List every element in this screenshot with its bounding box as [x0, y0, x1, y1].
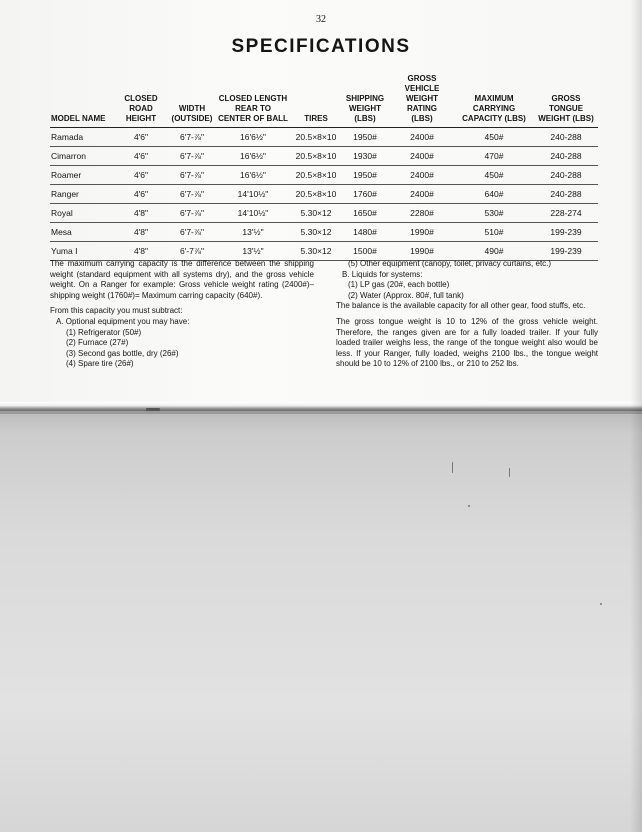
liquids-heading: B. Liquids for systems:: [342, 269, 423, 279]
other-equipment-item: (5) Other equipment (canopy, toilet, privacy curtains, etc.): [348, 259, 552, 268]
table-body: [50, 128, 598, 261]
column-header-line: CLOSED LENGTH: [218, 94, 288, 103]
table-cell: 20.5×8×10: [292, 128, 340, 147]
column-header-line: MAXIMUM CARRYING: [472, 94, 516, 113]
table-row: [50, 185, 598, 204]
table-cell: 20.5×8×10: [292, 166, 340, 185]
table-cell: 228-274: [534, 204, 598, 223]
table-cell: 1650#: [340, 204, 390, 223]
table-cell: 14'10½": [214, 185, 292, 204]
column-header: [390, 74, 454, 128]
column-header: [214, 74, 292, 128]
table-row: [50, 204, 598, 223]
table-cell: 2400#: [390, 147, 454, 166]
table-cell: 4'6": [112, 128, 170, 147]
table-cell: 1760#: [340, 185, 390, 204]
column-header-line: WEIGHT RATING: [406, 94, 438, 113]
table-cell: 5.30×12: [292, 204, 340, 223]
model-name-cell: Ramada: [50, 128, 112, 147]
column-header: [170, 74, 214, 128]
table-cell: 240-288: [534, 128, 598, 147]
column-header-line: (OUTSIDE): [171, 114, 213, 123]
column-header-line: GROSS TONGUE: [548, 94, 584, 113]
table-cell: 20.5×8×10: [292, 147, 340, 166]
table-row: [50, 166, 598, 185]
table-cell: 1500#: [340, 242, 390, 261]
table-cell: 6'7-⅞": [170, 223, 214, 242]
table-cell: 6'7-⅞": [170, 166, 214, 185]
table-cell: 6'7-⅞": [170, 185, 214, 204]
table-row: [50, 147, 598, 166]
table-cell: 4'8": [112, 204, 170, 223]
table-header-row: [50, 74, 598, 128]
column-header-line: CENTER OF BALL: [218, 114, 288, 123]
page-number: 32: [316, 14, 326, 25]
subtract-heading: From this capacity you must subtract:: [50, 306, 183, 316]
table-cell: 13'½": [214, 223, 292, 242]
model-name-cell: Ranger: [50, 185, 112, 204]
column-header-line: HEIGHT: [125, 114, 157, 123]
list-item: (3) Second gas bottle, dry (26#): [66, 348, 179, 358]
table-cell: 2280#: [390, 204, 454, 223]
column-header: [112, 74, 170, 128]
left-text-column: [50, 259, 314, 370]
table-cell: 240-288: [534, 185, 598, 204]
list-item: (1) Refrigerator (50#): [66, 327, 142, 337]
list-item: (2) Furnace (27#): [66, 338, 129, 348]
table-cell: 16'6½": [214, 147, 292, 166]
model-name-cell: Mesa: [50, 223, 112, 242]
scan-speck: [600, 603, 602, 605]
column-header-line: REAR TO: [235, 104, 271, 113]
table-cell: 1930#: [340, 147, 390, 166]
table-cell: 450#: [454, 166, 534, 185]
table-row: [50, 242, 598, 261]
table-cell: 4'6": [112, 166, 170, 185]
column-header-line: WIDTH: [178, 104, 206, 113]
scan-speck: [146, 408, 160, 411]
column-header-line: MODEL NAME: [51, 114, 106, 123]
table-cell: 13'½": [214, 242, 292, 261]
column-header-line: GROSS VEHICLE: [404, 74, 440, 93]
column-header: [340, 74, 390, 128]
table-cell: 640#: [454, 185, 534, 204]
table-cell: 450#: [454, 128, 534, 147]
column-header: [534, 74, 598, 128]
table-cell: 240-288: [534, 166, 598, 185]
table-cell: 4'6": [112, 185, 170, 204]
table-cell: 1990#: [390, 242, 454, 261]
table-cell: 1480#: [340, 223, 390, 242]
table-cell: 1950#: [340, 128, 390, 147]
scan-speck: [468, 505, 470, 507]
scan-speck: [452, 462, 453, 473]
table-cell: 6'-7⅞": [170, 242, 214, 261]
table-cell: 240-288: [534, 147, 598, 166]
column-header-line: WEIGHT (LBS): [349, 104, 381, 123]
column-header-line: WEIGHT (LBS): [538, 114, 594, 123]
table-row: [50, 128, 598, 147]
column-header-line: CLOSED ROAD: [124, 94, 158, 113]
table-cell: 4'6": [112, 147, 170, 166]
table-cell: 20.5×8×10: [292, 185, 340, 204]
model-name-cell: Cimarron: [50, 147, 112, 166]
table-cell: 6'7-⅞": [170, 204, 214, 223]
table-cell: 199-239: [534, 242, 598, 261]
table-cell: 16'6½": [214, 166, 292, 185]
table-cell: 530#: [454, 204, 534, 223]
page-fold-edge: [0, 411, 642, 414]
model-name-cell: Roamer: [50, 166, 112, 185]
table-cell: 510#: [454, 223, 534, 242]
tongue-weight-paragraph: The gross tongue weight is 10 to 12% of the gross vehicle weight. Therefore, the ranges given are for a fully loaded trailer. If your fully loaded trailer weighs less, the range of the tongue weight also would be less. If your Ranger, fully loaded, weighs 2100 lbs., the tongue weight should be 10 to 12% of 2100 lbs., or 210 to 252 lbs.: [336, 316, 598, 369]
table-cell: 4'8": [112, 242, 170, 261]
table-cell: 6'7-⅞": [170, 128, 214, 147]
blank-page-area: [0, 408, 642, 832]
table-cell: 14'10½": [214, 204, 292, 223]
model-name-cell: Royal: [50, 204, 112, 223]
column-header-line: SHIPPING: [345, 94, 385, 103]
table-cell: 6'7-⅞": [170, 147, 214, 166]
table-cell: 1950#: [340, 166, 390, 185]
list-item: (1) LP gas (20#, each bottle): [348, 280, 450, 290]
column-header: [50, 74, 112, 128]
list-item: (2) Water (Approx. 80#, full tank): [348, 290, 464, 300]
column-header: [292, 74, 340, 128]
table-cell: 5.30×12: [292, 223, 340, 242]
capacity-paragraph: The maximum carrying capacity is the difference between the shipping weight (standard equipment with all systems dry), and the gross vehicle weight. On a Ranger for example: Gross vehicle weight rating (2400#)–shipping weight (1760#)= Maximum carring capacity (640#).: [50, 259, 314, 300]
table-cell: 1990#: [390, 223, 454, 242]
column-header: [454, 74, 534, 128]
model-name-cell: Yuma I: [50, 242, 112, 261]
table-cell: 490#: [454, 242, 534, 261]
table-cell: 2400#: [390, 128, 454, 147]
column-header-line: (LBS): [411, 114, 433, 123]
column-header-line: TIRES: [304, 114, 328, 123]
table-cell: 16'6½": [214, 128, 292, 147]
specifications-table: [50, 74, 598, 261]
table-row: [50, 223, 598, 242]
table-cell: 5.30×12: [292, 242, 340, 261]
optional-equipment-heading: A. Optional equipment you may have:: [56, 316, 190, 326]
table-cell: 4'8": [112, 223, 170, 242]
list-item: (4) Spare tire (26#): [66, 359, 134, 369]
column-header-line: CAPACITY (LBS): [462, 114, 526, 123]
scan-speck: [509, 468, 510, 477]
balance-paragraph: The balance is the available capacity for all other gear, food stuffs, etc.: [336, 301, 586, 311]
table-cell: 2400#: [390, 166, 454, 185]
right-text-column: [336, 259, 598, 370]
page-title: SPECIFICATIONS: [231, 36, 411, 57]
table-cell: 2400#: [390, 185, 454, 204]
table-cell: 470#: [454, 147, 534, 166]
right-edge-shadow: [630, 0, 642, 832]
table-cell: 199-239: [534, 223, 598, 242]
